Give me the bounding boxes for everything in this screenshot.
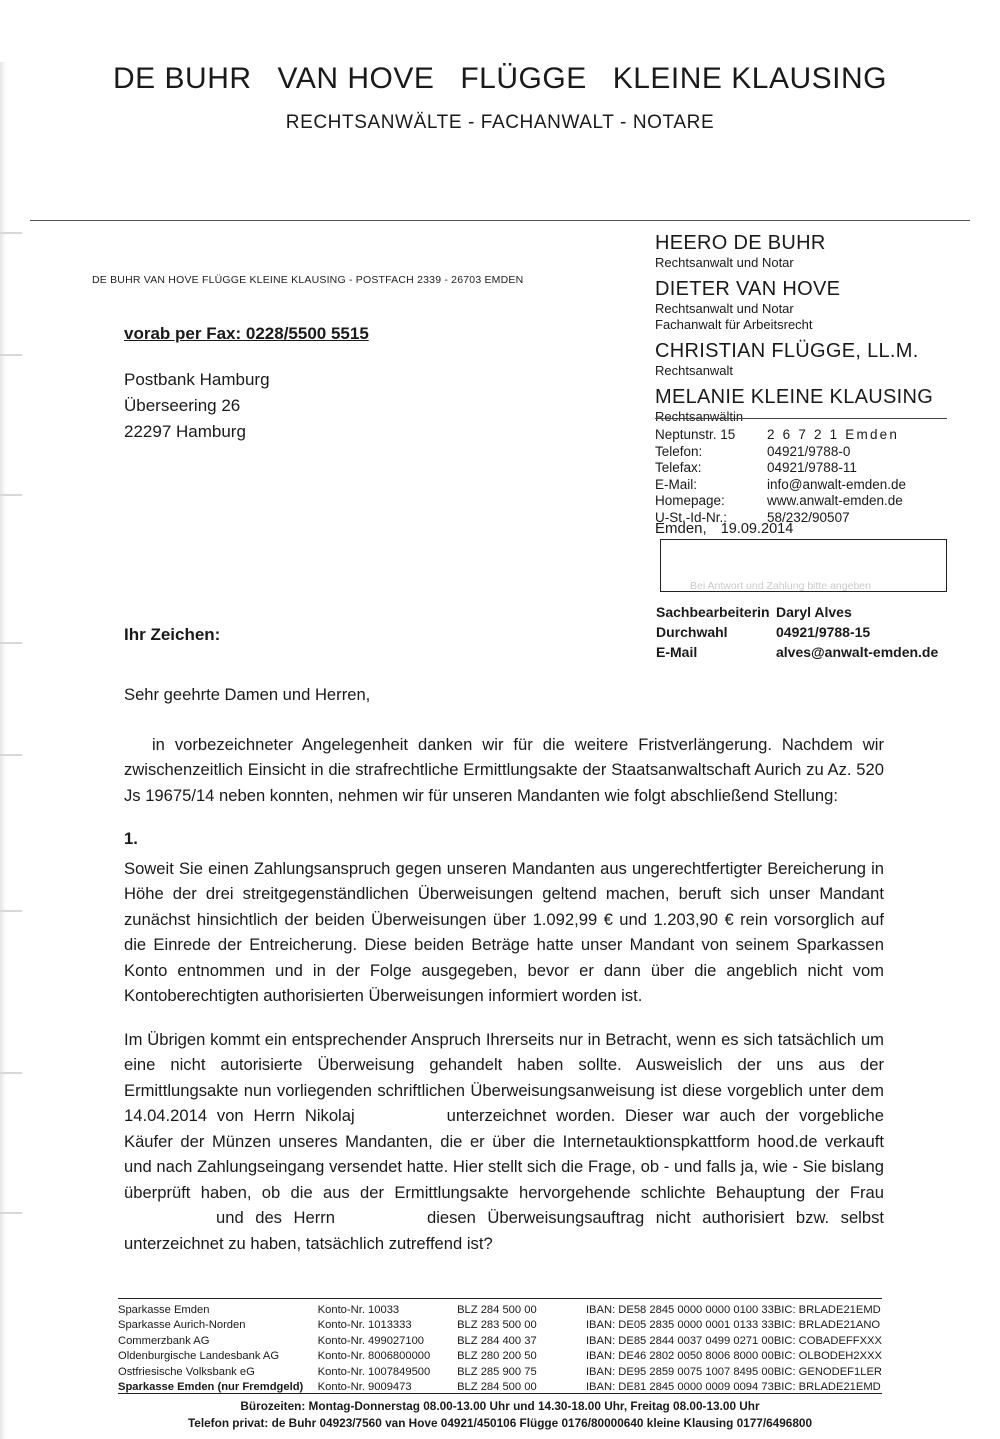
bank-account: Konto-Nr. 1007849500 xyxy=(317,1365,431,1378)
letter-body xyxy=(124,682,884,1274)
lawyer-name: DIETER VAN HOVE xyxy=(655,278,841,300)
lawyer-roles: Rechtsanwalt und Notar Fachanwalt für Arbeitsrecht xyxy=(655,301,813,332)
paragraph-2-part-a: Im Übrigen kommt ein entsprechender Anspruch Ihrerseits nur in Betracht, wenn es sich tatsächlich um eine nicht autorisierte Überweisung gehandelt haben sollte. Ausweislich der uns aus der Ermittlungsakte nun vorliegenden schriftlichen Überweisungsanweisung ist diese vorgeblich unter dem 14.04.2014 von Herrn Nikolaj xyxy=(124,1029,884,1125)
clerk-key: E-Mail xyxy=(656,644,698,660)
lawyer-roles: Rechtsanwältin xyxy=(655,409,744,424)
clerk-row xyxy=(655,602,939,622)
lawyer-name: MELANIE KLEINE KLAUSING xyxy=(655,386,934,408)
date-line xyxy=(655,520,793,537)
bank-account: Konto-Nr. 8006800000 xyxy=(317,1350,431,1362)
paragraph-1: Soweit Sie einen Zahlungsanspruch gegen unseren Mandanten aus ungerechtfertigter Bereicherung in Höhe der drei streitgegenständlichen Überweisungen geltend machen, beruft sich unser Mandant zunächst hinsichtlich der beiden Überweisungen über 1.092,99 € und 1.203,90 € rein vorsorglich auf die Einrede der Entreicherung. Diese beiden Beträge hatte unser Mandant von seinem Sparkassen Konto entnommen und in der Folge ausgegeben, bevor er dann über die angeblich nicht vom Kontoberechtigten authorisierten Überweisungen informiert worden ist. xyxy=(124,858,884,1005)
lawyer-list xyxy=(655,232,955,432)
recipient-line-3: 22297 Hamburg xyxy=(124,422,246,441)
fold-mark xyxy=(0,232,22,234)
bank-table-top-divider xyxy=(118,1298,882,1299)
clerk-value: 04921/9788-15 xyxy=(776,624,871,640)
firm-name-part-1: DE BUHR xyxy=(113,62,252,95)
paragraph-2-part-c: und des Herrn xyxy=(216,1208,335,1227)
bank-name: Ostfriesische Volksbank eG xyxy=(118,1365,255,1378)
contact-row xyxy=(655,477,906,494)
fold-mark xyxy=(0,910,22,912)
fold-mark xyxy=(0,1212,22,1214)
letter-page xyxy=(0,62,1000,1439)
section-number: 1. xyxy=(124,829,138,848)
table-row xyxy=(118,1302,882,1318)
table-row xyxy=(118,1333,882,1349)
fax-note: vorab per Fax: 0228/5500 5515 xyxy=(124,324,369,343)
bank-bic: BIC: COBADEFFXXX xyxy=(773,1334,882,1347)
bank-name: Sparkasse Aurich-Norden xyxy=(118,1319,246,1331)
contact-key: Telefax: xyxy=(655,460,702,475)
bank-account: Konto-Nr. 499027100 xyxy=(317,1334,425,1347)
bank-iban: IBAN: DE46 2802 0050 8006 8000 00 xyxy=(585,1350,774,1362)
bank-iban: IBAN: DE05 2835 0000 0001 0133 33 xyxy=(585,1319,774,1331)
clerk-block xyxy=(655,602,939,662)
footer-office-hours: Bürozeiten: Montag-Donnerstag 08.00-13.00 Uhr und 14.30-18.00 Uhr, Freitag 08.00-13.00 Uhr xyxy=(240,1399,760,1413)
bank-iban: IBAN: DE95 2859 0075 1007 8495 00 xyxy=(585,1365,774,1378)
contact-key: Telefon: xyxy=(655,443,703,459)
firm-name-part-2: VAN HOVE xyxy=(277,62,435,95)
clerk-key: Sachbearbeiterin xyxy=(656,604,770,620)
clerk-value: Daryl Alves xyxy=(776,604,852,620)
bank-bic: BIC: GENODEF1LER xyxy=(773,1365,882,1378)
bank-name: Commerzbank AG xyxy=(118,1334,210,1347)
bank-accounts-table xyxy=(118,1302,882,1395)
salutation: Sehr geehrte Damen und Herren, xyxy=(124,685,371,704)
paragraph-2 xyxy=(124,1027,884,1257)
lawyer-entry xyxy=(655,340,955,379)
lawyer-entry xyxy=(655,278,955,333)
bank-blz: BLZ 280 200 50 xyxy=(457,1350,537,1362)
date-value: 19.09.2014 xyxy=(720,521,794,537)
contact-city: 2 6 7 2 1 Emden xyxy=(767,427,900,442)
contact-value: 58/232/90507 xyxy=(767,509,850,525)
lawyer-entry xyxy=(655,232,955,271)
firm-name-part-4: KLEINE KLAUSING xyxy=(612,62,887,95)
bank-blz: BLZ 283 500 00 xyxy=(457,1319,537,1331)
table-row xyxy=(118,1364,882,1380)
intro-paragraph: in vorbezeichneter Angelegenheit danken wir für die weitere Fristverlängerung. Nachdem wir zwischenzeitlich Einsicht in die strafrechtliche Ermittlungsakte der Staatsanwaltschaft Aurich zu Az. 520 Js 19675/14 neben konnten, nehmen wir für unseren Mandanten wie folgt abschließend Stellung: xyxy=(124,734,884,805)
contact-key: Homepage: xyxy=(655,493,725,508)
clerk-row xyxy=(655,622,939,642)
fold-mark xyxy=(0,754,22,756)
bank-blz: BLZ 284 500 00 xyxy=(457,1303,537,1316)
clerk-key: Durchwahl xyxy=(656,624,728,640)
bank-bic: BIC: BRLADE21EMD xyxy=(773,1303,881,1316)
bank-name: Sparkasse Emden (nur Fremdgeld) xyxy=(118,1381,304,1393)
contact-value-email[interactable]: info@anwalt-emden.de xyxy=(767,476,907,492)
date-city: Emden, xyxy=(655,520,707,537)
lawyer-name: HEERO DE BUHR xyxy=(655,232,826,254)
contact-value-homepage[interactable]: www.anwalt-emden.de xyxy=(767,493,903,508)
bank-name: Sparkasse Emden xyxy=(118,1303,210,1316)
paragraph-2-part-b: unterzeichnet worden. Dieser war auch der vorgebliche Käufer der Münzen unseres Mandanten, die er über die Internetauktionspkattform hood.de verkauft und nach Zahlungseingang versendet hatte. Hier stellt sich die Frage, ob - und falls ja, wie - Sie bislang überprüft haben, ob die aus der Ermittlungsakte hervorgehende schlichte Behauptung der Frau xyxy=(124,1106,884,1202)
bank-name: Oldenburgische Landesbank AG xyxy=(118,1350,280,1362)
bank-account: Konto-Nr. 10033 xyxy=(317,1303,400,1316)
contact-key: E-Mail: xyxy=(655,476,698,492)
fold-mark xyxy=(0,354,22,356)
table-row xyxy=(118,1318,882,1334)
bank-blz: BLZ 284 400 37 xyxy=(457,1334,537,1347)
recipient-line-1: Postbank Hamburg xyxy=(124,370,270,389)
fold-mark xyxy=(0,642,22,644)
fold-mark xyxy=(0,494,22,496)
bank-bic: BIC: BRLADE21ANO xyxy=(773,1319,881,1331)
bank-bic: BIC: BRLADE21EMD xyxy=(773,1381,881,1393)
bank-blz: BLZ 284 500 00 xyxy=(457,1381,537,1393)
paragraph-2-part-d: diesen Überweisungsauftrag nicht authorisiert bzw. selbst unterzeichnet zu haben, tatsächlich zutreffend ist? xyxy=(124,1208,884,1253)
contact-row xyxy=(655,493,906,510)
lawyer-roles: Rechtsanwalt xyxy=(655,363,734,378)
contact-key: U-St.-Id-Nr.: xyxy=(655,509,728,525)
table-row xyxy=(118,1349,882,1365)
lawyer-roles: Rechtsanwalt und Notar xyxy=(655,255,794,270)
bank-iban: IBAN: DE58 2845 0000 0000 0100 33 xyxy=(585,1303,774,1316)
reference-label: Ihr Zeichen: xyxy=(124,625,221,644)
bank-blz: BLZ 285 900 75 xyxy=(457,1365,537,1378)
contact-street: Neptunstr. 15 xyxy=(655,427,736,442)
footer-private-phones: Telefon privat: de Buhr 04923/7560 van Hove 04921/450106 Flügge 0176/80000640 kleine Klausing 0177/6496800 xyxy=(187,1416,813,1430)
contact-row xyxy=(655,460,906,477)
bank-bic: BIC: OLBODEH2XXX xyxy=(773,1350,882,1362)
bank-account: Konto-Nr. 9009473 xyxy=(317,1381,412,1393)
recipient-address xyxy=(124,367,270,445)
contact-value: 04921/9788-0 xyxy=(767,443,851,459)
footer xyxy=(0,1398,1000,1432)
stamp-hint-text: Bei Antwort und Zahlung bitte angeben xyxy=(690,580,871,592)
clerk-row xyxy=(655,642,939,662)
clerk-value-email[interactable]: alves@anwalt-emden.de xyxy=(776,644,939,660)
bank-table-bottom-divider xyxy=(118,1393,882,1394)
recipient-line-2: Überseering 26 xyxy=(124,396,241,415)
contact-row xyxy=(655,444,906,461)
firm-name-part-3: FLÜGGE xyxy=(460,62,587,95)
contact-row xyxy=(655,427,906,444)
scan-edge-artifact xyxy=(0,62,6,1439)
return-address-line: DE BUHR VAN HOVE FLÜGGE KLEINE KLAUSING - POSTFACH 2339 - 26703 EMDEN xyxy=(92,274,524,286)
bank-iban: IBAN: DE85 2844 0037 0499 0271 00 xyxy=(585,1334,774,1347)
lawyers-divider xyxy=(655,418,947,419)
lawyer-entry xyxy=(655,386,955,425)
bank-iban: IBAN: DE81 2845 0000 0009 0094 73 xyxy=(585,1381,774,1393)
contact-value: 04921/9788-11 xyxy=(767,460,857,475)
firm-name xyxy=(0,62,1000,96)
header-divider xyxy=(30,220,970,221)
lawyer-name: CHRISTIAN FLÜGGE, LL.M. xyxy=(655,340,919,362)
fold-mark xyxy=(0,1072,22,1074)
firm-subtitle: RECHTSANWÄLTE - FACHANWALT - NOTARE xyxy=(285,112,715,133)
contact-block xyxy=(655,427,906,526)
bank-account: Konto-Nr. 1013333 xyxy=(317,1319,412,1331)
